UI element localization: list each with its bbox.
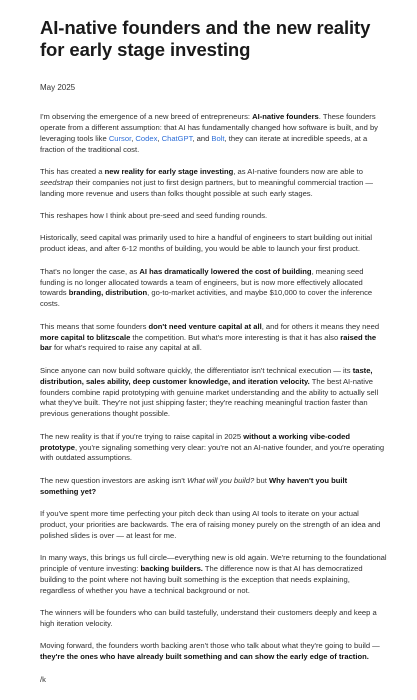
- text-run: I'm observing the emergence of a new breed of entrepreneurs:: [40, 112, 253, 121]
- bold-text: AI-native founders: [252, 112, 319, 121]
- bold-text: Why haven't you built something yet?: [40, 475, 348, 496]
- text-run: The difference now is that AI has democratized building to the point where not having built something is the exception that needs explaining, regardless of whether you have a technical background or not.: [40, 564, 363, 595]
- paragraph: [40, 432, 387, 465]
- text-run: ,: [131, 133, 136, 143]
- bold-text: branding, distribution: [68, 288, 148, 298]
- text-run: , they can iterate at incredible speeds, at a fraction of the traditional cost.: [40, 133, 368, 154]
- inline-link[interactable]: Codex: [135, 133, 158, 143]
- text-run: , and for others it means they need: [261, 321, 380, 331]
- text-run: ,: [157, 133, 162, 143]
- paragraph: [40, 509, 387, 542]
- paragraph: [40, 476, 387, 498]
- text-run: Moving forward, the founders worth backing aren't those who talk about what they're going to build —: [40, 641, 380, 651]
- text-run: This has created a: [40, 167, 105, 177]
- text-run: In many ways, this brings us full circle—everything new is old again. We're returning to the foundational principle of venture investing:: [40, 553, 387, 573]
- bold-text: they're the ones who have already built something and can show the early edge of traction.: [40, 652, 369, 662]
- inline-link[interactable]: ChatGPT: [161, 133, 193, 143]
- article-date: May 2025: [40, 83, 76, 92]
- text-run: Historically, seed capital was primarily used to hire a handful of engineers to start building out initial product ideas, and after 6-12 months of building, you would be able to launch your first product.: [40, 233, 373, 254]
- paragraph: [40, 366, 387, 421]
- bold-text: AI has dramatically lowered the cost of building: [139, 266, 312, 276]
- text-run: , and: [192, 133, 212, 143]
- bold-text: more capital to blitzscale: [40, 332, 131, 342]
- bold-text: don't need venture capital at all: [148, 321, 262, 331]
- text-run: This means that some founders: [40, 321, 149, 331]
- paragraph: [40, 112, 387, 156]
- paragraph: [40, 211, 387, 222]
- signature: /k: [40, 674, 46, 684]
- italic-text: seedstrap: [40, 177, 74, 187]
- text-run: for what's required to raise any capital at all.: [51, 343, 202, 353]
- bold-text: taste, distribution, sales ability, deep customer knowledge, and iteration velocity.: [40, 365, 373, 386]
- paragraph: [40, 553, 387, 597]
- paragraph: [40, 608, 387, 630]
- article-title: AI-native founders and the new reality for early stage investing: [40, 17, 371, 60]
- text-run: , go-to-market activities, and maybe $10,000 to cover the inference costs.: [40, 288, 373, 309]
- text-run: The best AI-native founders combine rapid prototyping with genuine market understanding and the ability to actually sell what they've built. They're not just shipping faster; they're reaching meaningful traction faster than previous generations thought possible.: [40, 376, 379, 419]
- text-run: but: [254, 475, 269, 485]
- text-run: . These founders operate from a different assumption: that AI has fundamentally changed how software is built, and by leveraging tools like: [40, 112, 378, 143]
- text-run: the competition. But what's more interesting is that it has also: [130, 332, 341, 342]
- text-run: The winners will be founders who can build tastefully, understand their customers deeply and keep a high iteration velocity.: [40, 608, 377, 629]
- paragraph: [40, 233, 387, 255]
- bold-text: without a working vibe-coded prototype: [40, 431, 350, 452]
- bold-text: backing builders.: [140, 564, 203, 573]
- italic-text: What will you build?: [187, 475, 255, 485]
- text-run: , meaning seed funding is no longer allocated towards a team of engineers, but is now more effectively allocated towards: [40, 266, 364, 298]
- inline-link[interactable]: Cursor: [108, 133, 132, 143]
- text-run: , you're signaling something very clear: you're not an AI-native founder, and you're operating with outdated assumptions.: [40, 442, 385, 463]
- text-run: That's no longer the case, as: [40, 266, 140, 276]
- text-run: their companies not just to first design partners, but to meaningful commercial traction — landing more revenue and users than folks thought possible at such early stages.: [40, 177, 374, 198]
- bold-text: new reality for early stage investing: [104, 167, 234, 177]
- article-body: [40, 112, 387, 663]
- text-run: This reshapes how I think about pre-seed and seed funding rounds.: [40, 211, 268, 221]
- paragraph: [40, 322, 387, 355]
- text-run: , as AI-native founders now are able to: [233, 167, 363, 177]
- text-run: The new reality is that if you're trying to raise capital in 2025: [40, 431, 244, 441]
- paragraph: [40, 267, 387, 311]
- bold-text: raised the bar: [40, 332, 377, 353]
- text-run: Since anyone can now build software quickly, the differentiator isn't technical execution — its: [40, 365, 353, 375]
- text-run: The new question investors are asking isn't: [40, 475, 188, 485]
- paragraph: [40, 641, 387, 663]
- text-run: If you've spent more time perfecting your pitch deck than using AI tools to iterate on your actual product, your priorities are backwards. The era of raising money purely on the strength of an idea and polished slides is over — at least for me.: [40, 508, 381, 540]
- inline-link[interactable]: Bolt: [211, 133, 225, 143]
- paragraph: [40, 167, 387, 200]
